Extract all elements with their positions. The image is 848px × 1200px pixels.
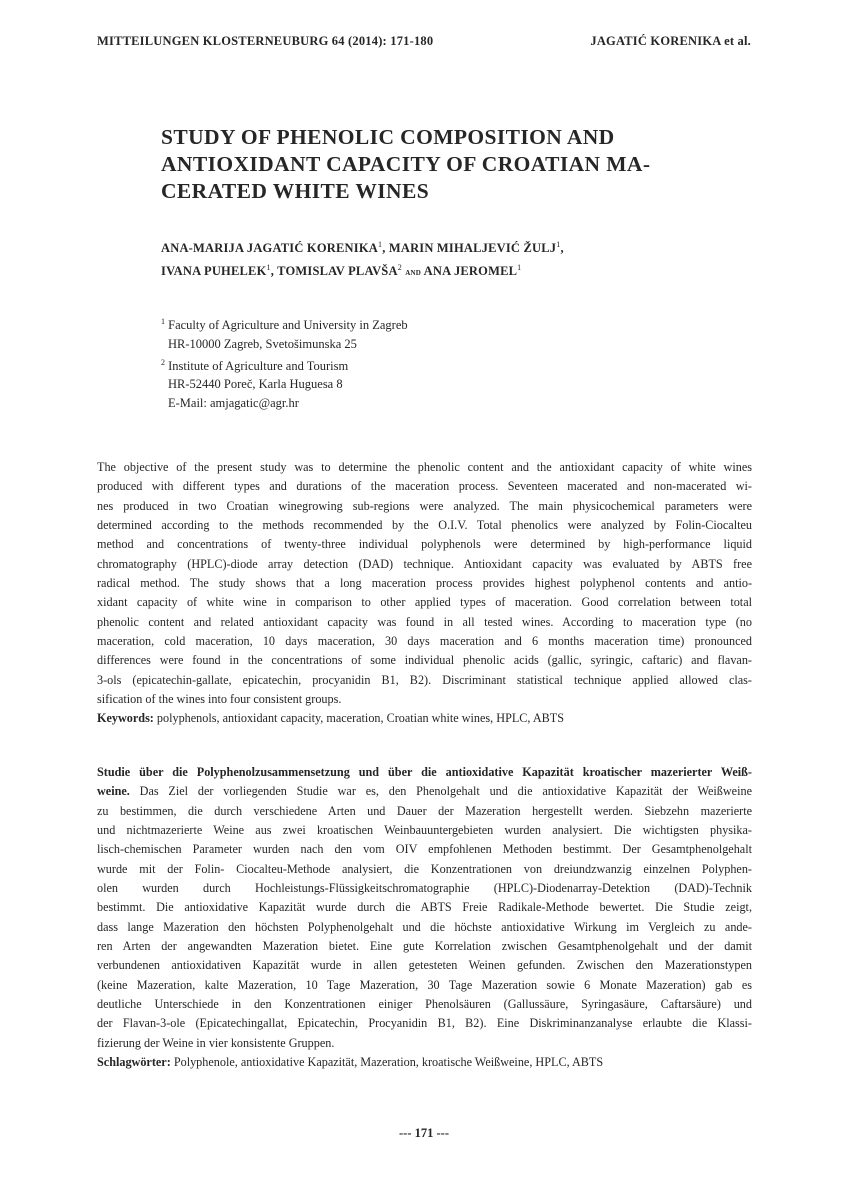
abstract-line: radical method. The study shows that a long maceration process provides highest polyphenol contents and antio-	[97, 576, 752, 591]
author-separator: ,	[560, 241, 564, 256]
affiliations	[161, 313, 661, 413]
abstract-line: dass lange Mazeration den höchsten Polyphenolgehalt und die höchste antioxidative Wirkung im Vergleich zu ande-	[97, 919, 752, 934]
author-name: IVANA PUHELEK	[161, 264, 267, 279]
abstract-line: method and concentrations of twenty-three individual polyphenols were determined by high-performance liquid	[97, 537, 752, 552]
author-name: ANA-MARIJA JAGATIĆ KORENIKA	[161, 241, 378, 256]
abstract-line: verbundenen antioxidativen Kapazität wurde in allen getesteten Weinen gefunden. Zwischen den Mazerationstypen	[97, 958, 752, 973]
abstract-line: sification of the wines into four consistent groups.	[97, 692, 342, 707]
keywords-label: Keywords:	[97, 711, 154, 726]
author-affiliation-mark: 2	[397, 263, 402, 273]
running-authors: JAGATIĆ KORENIKA et al.	[590, 34, 751, 48]
abstract-line: xidant capacity of white wine in comparison to other applied types of maceration. Good correlation between total	[97, 595, 752, 610]
keywords	[97, 709, 752, 728]
abstract-line: deutliche Unterschiede in den Konzentrationen einiger Phenolsäuren (Gallussäure, Syringasäure, Caftarsäure) und	[97, 997, 752, 1012]
affiliation-line: HR-52440 Poreč, Karla Huguesa 8	[168, 377, 343, 392]
author-line	[161, 235, 721, 258]
abstract-line: The objective of the present study was to determine the phenolic content and the antioxidant capacity of white wines	[97, 460, 752, 474]
author-name: , MARIN MIHALJEVIĆ ŽULJ	[382, 241, 557, 256]
paper-title	[161, 124, 721, 205]
keywords-text: polyphenols, antioxidant capacity, maceration, Croatian white wines, HPLC, ABTS	[153, 711, 564, 726]
abstract-line: determined according to the methods recommended by the O.I.V. Total phenolics were analyzed by Folin-Ciocalteu	[97, 518, 752, 533]
contact-email: E-Mail: amjagatic@agr.hr	[168, 396, 299, 411]
abstract-line: produced with different types and durations of the maceration process. Seventeen macerated and non-macerated wi-	[97, 479, 752, 494]
author-name: , TOMISLAV PLAVŠA	[270, 264, 398, 279]
journal-citation: MITTEILUNGEN KLOSTERNEUBURG 64 (2014): 171-180	[97, 34, 434, 48]
author-line	[161, 258, 721, 283]
keywords-text: Polyphenole, antioxidative Kapazität, Mazeration, kroatische Weißweine, HPLC, ABTS	[170, 1055, 604, 1070]
abstract-line: (keine Mazeration, kalte Mazeration, 10 Tage Mazeration, 30 Tage Mazeration sowie 6 Monate Mazeration) gab es	[97, 977, 752, 992]
and-word: and	[405, 267, 421, 279]
affiliation-line: HR-10000 Zagreb, Svetošimunska 25	[168, 336, 357, 351]
author-affiliation-mark: 1	[377, 240, 383, 249]
affiliation-line: $^2$ Institute of Agriculture and Tourism	[161, 357, 349, 373]
author-name: ANA JEROMEL	[423, 264, 518, 279]
running-header	[97, 34, 751, 54]
author-affiliation-mark: 1	[556, 240, 561, 249]
abstract-line: maceration, cold maceration, 10 days maceration, 30 days maceration and 6 months maceration time) pronounced	[97, 634, 752, 649]
title-line: ANTIOXIDANT CAPACITY OF CROATIAN MA-	[161, 152, 651, 176]
author-list	[161, 235, 721, 283]
abstract-title-line: Studie über die Polyphenolzusammensetzung und über die antioxidative Kapazität kroatischer mazerierter Weiß-	[97, 765, 752, 779]
abstract-line: differences were found in the concentrations of some individual phenolic acids (gallic, syringic, caftaric) and flavan-	[97, 653, 752, 668]
abstract-english	[97, 458, 752, 729]
author-affiliation-mark: 1	[517, 263, 522, 273]
abstract-line: phenolic content and related antioxidant capacity was found in all tested wines. According to maceration type (no	[97, 614, 752, 629]
abstract-line: fizierung der Weine in vier konsistente Gruppen.	[97, 1035, 335, 1050]
abstract-line: nes produced in two Croatian winegrowing sub-regions were analyzed. The main physicochemical parameters were	[97, 498, 752, 513]
keywords-german	[97, 1053, 752, 1072]
affiliation-line: $^1$ Faculty of Agriculture and University in Zagreb	[161, 317, 408, 333]
abstract-line: lisch-chemischen Parameter wurden nach den vom OIV empfohlenen Methoden bestimmt. Der Gesamtphenolgehalt	[97, 842, 752, 857]
abstract-line: chromatography (HPLC)-diode array detection (DAD) technique. Antioxidant capacity was evaluated by ABTS free	[97, 556, 752, 571]
abstract-line: weine. Das Ziel der vorliegenden Studie war es, den Phenolgehalt und die antioxidative Kapazität der Weißweine	[97, 784, 752, 799]
page-number: --- 171 ---	[399, 1126, 449, 1140]
abstract-line: zu bestimmen, die durch verschiedene Arten und Dauer der Mazeration hergestellt werden. Siebzehn mazerierte	[97, 803, 752, 818]
affiliation-mark: 2	[161, 357, 165, 367]
abstract-german	[97, 763, 752, 1073]
author-affiliation-mark: 1	[266, 263, 271, 273]
abstract-line: bestimmt. Die antioxidative Kapazität wurde durch die ABTS Freie Radikale-Methode bewertet. Die Studie zeigt,	[97, 900, 752, 915]
affiliation-mark: 1	[161, 317, 165, 326]
abstract-line: wurde mit der Folin- Ciocalteu-Methode analysiert, die Konzentrationen von dreiundzwanzig einzelnen Polyphen-	[97, 861, 752, 876]
title-line: CERATED WHITE WINES	[161, 179, 430, 203]
abstract-line: und nichtmazerierte Weine aus zwei kroatischen Weinbauuntergebieten wurden analysiert. Die wichtigsten physika-	[97, 823, 752, 838]
keywords-label: Schlagwörter:	[97, 1055, 171, 1070]
abstract-line: der Flavan-3-ole (Epicatechingallat, Epicatechin, Procyanidin B1, B2). Eine Diskriminanzanalyse erlaubte die Klassi-	[97, 1016, 752, 1031]
title-line: STUDY OF PHENOLIC COMPOSITION AND	[161, 125, 615, 149]
abstract-line: ren Arten der angewandten Mazeration bietet. Eine gute Korrelation zwischen Gesamtphenolgehalt und der damit	[97, 939, 752, 954]
abstract-line: 3-ols (epicatechin-gallate, epicatechin, procyanidin B1, B2). Discriminant statistical technique applied allowed clas-	[97, 672, 752, 687]
abstract-line: olen wurden durch Hochleistungs-Flüssigkeitschromatographie (HPLC)-Diodenarray-Detektion (DAD)-Technik	[97, 881, 752, 896]
